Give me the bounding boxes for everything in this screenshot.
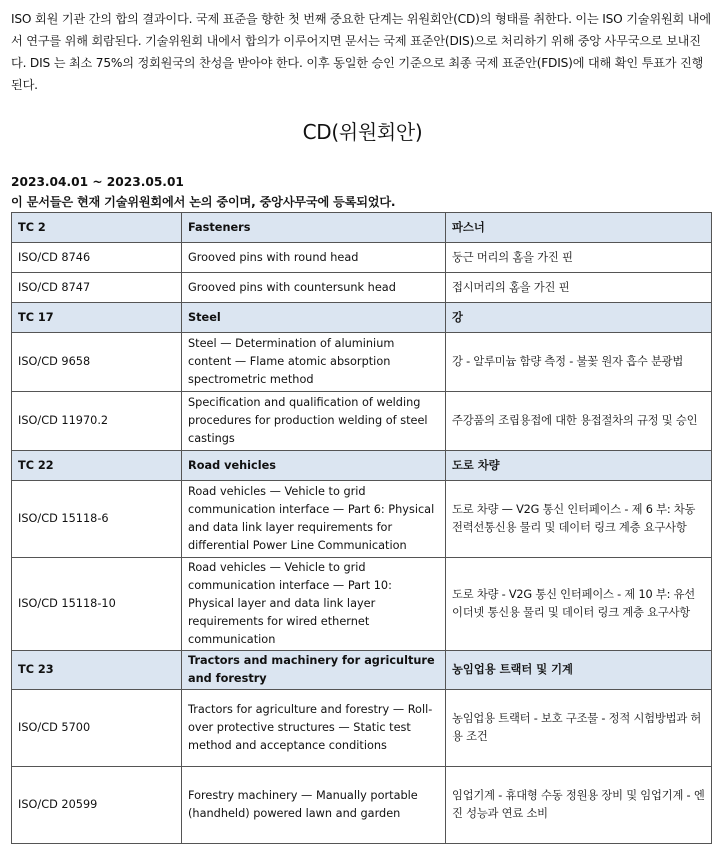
committee-row [12, 651, 712, 690]
committee-code: TC 17 [12, 303, 182, 333]
table-row [12, 481, 712, 558]
page-title: CD(위원회안) [302, 120, 423, 144]
standard-id: ISO/CD 15118-6 [12, 481, 182, 558]
committee-row [12, 451, 712, 481]
committee-code: TC 2 [12, 213, 182, 243]
committee-code: TC 23 [12, 651, 182, 690]
standard-title-ko: 강 - 알루미늄 함량 측정 - 불꽃 원자 흡수 분광법 [446, 333, 712, 392]
intro-paragraph: ISO 회원 기관 간의 합의 결과이다. 국제 표준을 향한 첫 번째 중요한 단계는 위원회안(CD)의 형태를 취한다. 이는 ISO 기술위원회 내에서 연구를 위해 회람된다. 기술위원회 내에서 합의가 이루어지면 문서는 국제 표준안(DIS)으로 처리하기 위해 중앙 사무국으로 보내진다. DIS 는 최소 75%의 정회원국의 찬성을 받아야 한다. 이후 동일한 승인 기준으로 최종 국제 표준안(FDIS)에 대해 확인 투표가 진행된다. [11, 12, 711, 92]
standard-title-en: Grooved pins with countersunk head [182, 273, 446, 303]
standard-id: ISO/CD 8746 [12, 243, 182, 273]
standard-id: ISO/CD 11970.2 [12, 392, 182, 451]
standard-id: ISO/CD 8747 [12, 273, 182, 303]
standard-title-ko: 임업기계 - 휴대형 수동 정원용 장비 및 임업기계 - 엔진 성능과 연료 소비 [446, 767, 712, 844]
standard-title-ko: 도로 차량 — V2G 통신 인터페이스 - 제 6 부: 차동 전력선통신용 물리 및 데이터 링크 계층 요구사항 [446, 481, 712, 558]
standard-title-en: Road vehicles — Vehicle to grid communication interface — Part 10: Physical layer and data link layer requirements for wired ethernet communication [182, 558, 446, 651]
committee-name-ko: 도로 차량 [446, 451, 712, 481]
standard-title-ko: 농임업용 트랙터 - 보호 구조물 - 정적 시험방법과 허용 조건 [446, 690, 712, 767]
standard-title-en: Grooved pins with round head [182, 243, 446, 273]
committee-name-en: Fasteners [182, 213, 446, 243]
standard-title-en: Tractors for agriculture and forestry — Roll-over protective structures — Static test method and acceptance conditions [182, 690, 446, 767]
standard-id: ISO/CD 5700 [12, 690, 182, 767]
standard-title-en: Road vehicles — Vehicle to grid communication interface — Part 6: Physical and data link layer requirements for differential Power Line Communication [182, 481, 446, 558]
standard-title-ko: 둥근 머리의 홈을 가진 핀 [446, 243, 712, 273]
committee-row [12, 213, 712, 243]
committee-code: TC 22 [12, 451, 182, 481]
standards-table [11, 212, 712, 844]
committee-name-ko: 농임업용 트랙터 및 기계 [446, 651, 712, 690]
period-date: 2023.04.01 ~ 2023.05.01 [11, 175, 184, 189]
table-row [12, 767, 712, 844]
table-row [12, 558, 712, 651]
table-row [12, 392, 712, 451]
standard-title-ko: 도로 차량 - V2G 통신 인터페이스 - 제 10 부: 유선 이더넷 통신용 물리 및 데이터 링크 계층 요구사항 [446, 558, 712, 651]
committee-name-en: Tractors and machinery for agriculture and forestry [182, 651, 446, 690]
committee-name-ko: 파스너 [446, 213, 712, 243]
standard-title-ko: 주강품의 조립용접에 대한 용접절차의 규정 및 승인 [446, 392, 712, 451]
standard-id: ISO/CD 20599 [12, 767, 182, 844]
table-row [12, 273, 712, 303]
status-note: 이 문서들은 현재 기술위원회에서 논의 중이며, 중앙사무국에 등록되었다. [11, 195, 396, 209]
standard-title-ko: 접시머리의 홈을 가진 핀 [446, 273, 712, 303]
committee-name-en: Steel [182, 303, 446, 333]
table-row [12, 243, 712, 273]
table-row [12, 690, 712, 767]
standard-title-en: Steel — Determination of aluminium content — Flame atomic absorption spectrometric method [182, 333, 446, 392]
committee-name-ko: 강 [446, 303, 712, 333]
standard-id: ISO/CD 15118-10 [12, 558, 182, 651]
standard-title-en: Forestry machinery — Manually portable (handheld) powered lawn and garden [182, 767, 446, 844]
standard-id: ISO/CD 9658 [12, 333, 182, 392]
committee-row [12, 303, 712, 333]
committee-name-en: Road vehicles [182, 451, 446, 481]
standard-title-en: Specification and qualification of welding procedures for production welding of steel castings [182, 392, 446, 451]
table-row [12, 333, 712, 392]
